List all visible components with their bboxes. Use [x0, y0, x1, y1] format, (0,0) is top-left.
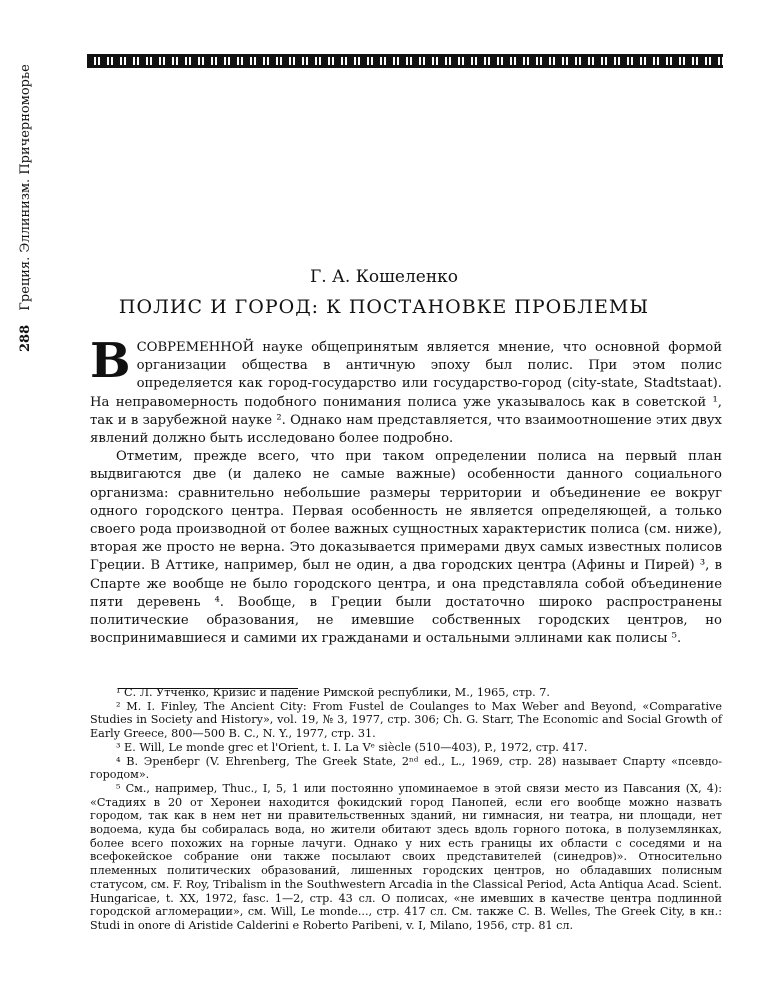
page-number: 288 — [18, 324, 33, 352]
article-body — [90, 333, 722, 648]
footnote-2: ² M. I. Finley, The Ancient City: From Fustel de Coulanges to Max Weber and Beyond, «Comparative Studies in Society and History», vol. 19, № 3, 1977, стр. 306; Ch. G. Starr, The Economic and Social Growth of Early Greece, 800—500 B. C., N. Y., 1977, стр. 31. — [90, 699, 722, 741]
running-header-text: Греция. Эллинизм. Причерноморье — [18, 64, 33, 311]
decorative-header-rule — [87, 54, 723, 68]
footnote-4: ⁴ В. Эренберг (V. Ehrenberg, The Greek State, 2ⁿᵈ ed., L., 1969, стр. 28) называет Спарту «псевдо-городом». — [90, 754, 722, 782]
footnote-3: ³ E. Will, Le monde grec et l'Orient, t. I. La Vᵉ siècle (510—403), P., 1972, стр. 417. — [116, 740, 588, 754]
paragraph-1-text: СОВРЕМЕННОЙ науке общепринятым является мнение, что основной формой организации общества в античную эпоху был полис. При этом полис определяется как город-государство или государство-город (city-state, Stadtstaat). На неправомерность подобного понимания полиса уже указывалось как в советской ¹, так и в зарубежной науке ². Однако нам представляется, что взаимоотношение этих двух явлений должно быть исследовано более подробно. — [90, 340, 722, 447]
article-author: Г. А. Кошеленко — [309, 267, 459, 287]
footnotes — [90, 686, 722, 933]
paragraph-1 — [90, 333, 722, 448]
footnote-1: ¹ С. Л. Утченко, Кризис и падение Римской республики, М., 1965, стр. 7. — [116, 686, 550, 699]
paragraph-2: Отметим, прежде всего, что при таком определении полиса на первый план выдвигаются две (и далеко не самые важные) особенности данного социального организма: сравнительно небольшие размеры территории и объединение ее вокруг одного городского центра. Первая особенность не является определяющей, а только своего рода производной от более важных сущностных характеристик полиса (см. ниже), вторая же просто не верна. Это доказывается примерами двух самых известных полисов Греции. В Аттике, например, был не один, а два городских центра (Афины и Пирей) ³, в Спарте же вообще не было городского центра, и она представляла собой объединение пяти деревень ⁴. Вообще, в Греции были достаточно широко распространены политические образования, не имевшие собственных городских центров, но воспринимавшиеся и самими их гражданами и остальными эллинами как полисы ⁵. — [90, 449, 722, 647]
drop-cap: В — [90, 333, 131, 389]
article-title: ПОЛИС И ГОРОД: К ПОСТАНОВКЕ ПРОБЛЕМЫ — [118, 296, 650, 318]
footnote-5: ⁵ См., например, Thuc., I, 5, 1 или постоянно упоминаемое в этой связи место из Павсания (X, 4): «Стадиях в 20 от Херонеи находится фокидский город Панопей, если его вообще можно назвать городом, так как в нем нет ни правительственных зданий, ни гимнасия, ни театра, ни площади, нет водоема, куда бы собиралась вода, но жители обитают здесь вдоль горного потока, в полуземлянках, более всего похожих на горные лачуги. Однако у них есть границы их области с соседями и на всефокейское собрание они также посылают своих представителей (синедров)». Относительно племенных политических образований, лишенных городских центров, но обладавших полисным статусом, см. F. Roy, Tribalism in the Southwestern Arcadia in the Classical Period, Acta Antiqua Acad. Scient. Hungaricae, t. XX, 1972, fasc. 1—2, стр. 43 сл. О полисах, «не имевших в качестве центра подлинной городской агломерации», см. Will, Le monde..., стр. 417 сл. См. также C. B. Welles, The Greek City, в кн.: Studi in onore di Aristide Calderini e Roberto Paribeni, v. I, Milano, 1956, стр. 81 сл. — [90, 781, 722, 932]
